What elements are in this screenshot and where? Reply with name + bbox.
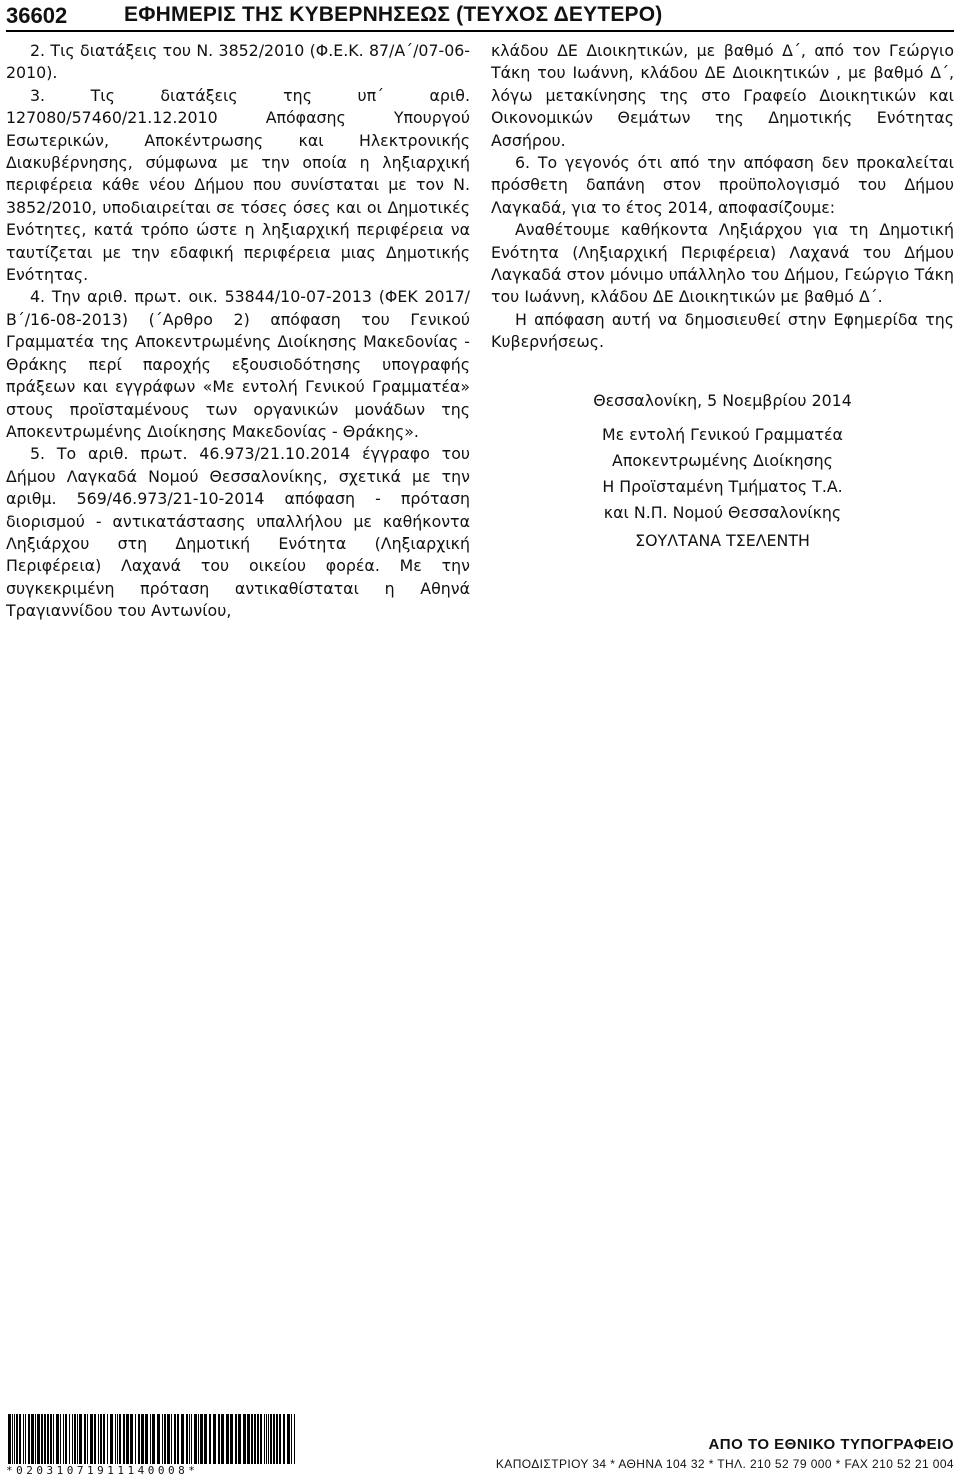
barcode-bar: [218, 1414, 220, 1464]
signature-line-2: Αποκεντρωμένης Διοίκησης: [612, 451, 833, 470]
signature-line-3: Η Προϊσταμένη Τμήματος Τ.Α.: [602, 477, 843, 496]
barcode-bar: [268, 1414, 269, 1464]
gazette-title: ΕΦΗΜΕΡΙΣ ΤΗΣ ΚΥΒΕΡΝΗΣΕΩΣ (ΤΕΥΧΟΣ ΔΕΥΤΕΡΟ): [124, 3, 663, 26]
paragraph-item-4: 4. Την αριθ. πρωτ. οικ. 53844/10-07-2013 (ΦΕΚ 2017/Β΄/16-08-2013) (΄Αρθρο 2) απόφαση του Γενικού Γραμματέα της Αποκεντρωμένης Διοίκησης Μακεδονίας - Θράκης περί παροχής εξουσιοδότησης υπογραφής πράξεων και εγγράφων «Με εντολή Γενικού Γραμματέα» στους προϊσταμένους των οργανικών μονάδων της Αποκεντρωμένης Διοίκησης Μακεδονίας - Θράκης».: [6, 287, 470, 441]
signature-place-date: Θεσσαλονίκη, 5 Νοεμβρίου 2014: [593, 391, 852, 410]
barcode-bar: [260, 1414, 262, 1464]
barcode-bar: [198, 1414, 199, 1464]
barcode-bar: [164, 1414, 166, 1464]
barcode-bar: [194, 1414, 197, 1464]
barcode-bar: [270, 1414, 272, 1464]
signature-line-4: και Ν.Π. Νομού Θεσσαλονίκης: [603, 503, 842, 522]
barcode-bar: [56, 1414, 59, 1464]
barcode-bar: [273, 1414, 275, 1464]
signature-line-1: Με εντολή Γενικού Γραμματέα: [602, 425, 843, 444]
barcode-bar: [189, 1414, 190, 1464]
paragraph-item-5: 5. Το αριθ. πρωτ. 46.973/21.10.2014 έγγραφο του Δήμου Λαγκαδά Νομού Θεσσαλονίκης, σχετικά με την αριθμ. 569/46.973/21-10-2014 απόφαση - πρόταση διορισμού - αντικατάστασης υπαλλήλου με καθήκοντα Ληξιάρχου στη Δημοτική Ενότητα (Ληξιαρχική Περιφέρεια) Λαχανά του οικείου φορέα. Με την συγκεκριμένη πρόταση αντικαθίσταται η Αθηνά Τραγιαννίδου του Αντωνίου,: [6, 444, 470, 621]
barcode-bar: [103, 1414, 105, 1464]
barcode-bar: [204, 1414, 207, 1464]
header-rule: [6, 30, 954, 32]
barcode-bar: [226, 1414, 229, 1464]
barcode-bar: [186, 1414, 188, 1464]
barcode-bar: [100, 1414, 102, 1464]
signatory-name: ΣΟΥΛΤΑΝΑ ΤΣΕΛΕΝΤΗ: [635, 531, 810, 550]
barcode-bar: [181, 1414, 184, 1464]
barcode-bar: [74, 1414, 76, 1464]
page-header: [6, 0, 956, 30]
barcode-bar: [145, 1414, 148, 1464]
barcode-bar: [200, 1414, 203, 1464]
barcode-bar: [191, 1414, 192, 1464]
barcode-bar: [98, 1414, 99, 1464]
barcode-bar: [110, 1414, 113, 1464]
barcode-bar: [60, 1414, 61, 1464]
barcode-bar: [157, 1414, 160, 1464]
barcode-bar: [8, 1414, 11, 1464]
barcode-bar: [141, 1414, 144, 1464]
barcode-bar: [235, 1414, 237, 1464]
barcode-bar: [291, 1414, 292, 1464]
barcode-bar: [65, 1414, 67, 1464]
barcode-bar: [247, 1414, 250, 1464]
paragraph-decision: Αναθέτουμε καθήκοντα Ληξιάρχου για τη Δημοτική Ενότητα (Ληξιαρχική Περιφέρεια) Λαχανά του Δήμου Λαγκαδά στον μόνιμο υπάλληλο του Δήμου, Γεώργιο Τάκη του Ιωάννη, κλάδου ΔΕ Διοικητικών με βαθμό Δ΄.: [491, 220, 954, 307]
barcode-bar: [115, 1414, 116, 1464]
barcode-bar: [150, 1414, 151, 1464]
barcode-bar: [230, 1414, 233, 1464]
barcode-bar: [123, 1414, 125, 1464]
barcode-bar: [130, 1414, 133, 1464]
barcode-bar: [41, 1414, 43, 1464]
barcode-bar: [14, 1414, 15, 1464]
paragraph-item-6: 6. Το γεγονός ότι από την απόφαση δεν προκαλείται πρόσθετη δαπάνη στον προϋπολογισμό του Δήμου Λαγκαδά, για το έτος 2014, αποφασίζουμε:: [491, 153, 954, 217]
barcode-bar: [77, 1414, 78, 1464]
right-column: [491, 40, 954, 354]
barcode-bar: [53, 1414, 54, 1464]
barcode-bar: [87, 1414, 88, 1464]
barcode-bar: [50, 1414, 52, 1464]
barcode-bar: [283, 1414, 285, 1464]
barcode-bar: [31, 1414, 34, 1464]
barcode-bar: [294, 1414, 295, 1464]
barcode-bar: [72, 1414, 73, 1464]
barcode-bar: [254, 1414, 256, 1464]
page-footer: [6, 1414, 954, 1476]
barcode-bar: [94, 1414, 96, 1464]
barcode-bar: [243, 1414, 246, 1464]
barcode-bar: [119, 1414, 121, 1464]
barcode-bar: [238, 1414, 241, 1464]
barcode-bar: [287, 1414, 290, 1464]
barcode-bar: [276, 1414, 278, 1464]
page-number: 36602: [6, 3, 68, 28]
barcode-bar: [12, 1414, 13, 1464]
barcode-bar: [90, 1414, 93, 1464]
barcode-bar: [35, 1414, 36, 1464]
barcode-bar: [79, 1414, 82, 1464]
barcode-bar: [213, 1414, 216, 1464]
paragraph-item-2: 2. Τις διατάξεις του Ν. 3852/2010 (Φ.Ε.Κ. 87/Α΄/07-06-2010).: [6, 41, 470, 83]
barcode-bar: [221, 1414, 224, 1464]
barcode-bar: [174, 1414, 176, 1464]
barcode-bar: [63, 1414, 64, 1464]
barcode-bar: [126, 1414, 129, 1464]
barcode-bar: [37, 1414, 40, 1464]
barcode-bar: [266, 1414, 267, 1464]
barcode-bar: [251, 1414, 253, 1464]
barcode-bar: [19, 1414, 21, 1464]
barcode-bar: [107, 1414, 108, 1464]
barcode-bar: [152, 1414, 155, 1464]
barcode-bar: [84, 1414, 86, 1464]
barcode-text: *02031071911140008*: [6, 1464, 199, 1477]
printer-name: ΑΠΟ ΤΟ ΕΘΝΙΚΟ ΤΥΠΟΓΡΑΦΕΙΟ: [708, 1436, 954, 1453]
barcode: [6, 1414, 298, 1464]
barcode-bar: [28, 1414, 30, 1464]
barcode-bar: [44, 1414, 46, 1464]
barcode-bar: [25, 1414, 26, 1464]
barcode-bar: [171, 1414, 172, 1464]
barcode-bar: [69, 1414, 70, 1464]
paragraph-continuation: κλάδου ΔΕ Διοικητικών, με βαθμό Δ΄, από τον Γεώργιο Τάκη του Ιωάννη, κλάδου ΔΕ Διοικητικών , με βαθμό Δ΄, λόγω μετακίνησης της στο Γραφείο Διοικητικών και Οικονομικών Θεμάτων της Δημοτικής Ενότητας Ασσήρου.: [491, 41, 954, 150]
barcode-bar: [135, 1414, 136, 1464]
barcode-bar: [117, 1414, 118, 1464]
barcode-bar: [167, 1414, 170, 1464]
barcode-bar: [257, 1414, 259, 1464]
barcode-bar: [138, 1414, 140, 1464]
printer-address: ΚΑΠΟΔΙΣΤΡΙΟΥ 34 * ΑΘΗΝΑ 104 32 * ΤΗΛ. 210 52 79 000 * FAX 210 52 21 004: [495, 1457, 954, 1471]
left-column: [6, 40, 470, 623]
barcode-bar: [162, 1414, 163, 1464]
barcode-bar: [264, 1414, 265, 1464]
barcode-bar: [16, 1414, 18, 1464]
paragraph-publication: Η απόφαση αυτή να δημοσιευθεί στην Εφημερίδα της Κυβερνήσεως.: [491, 309, 954, 352]
barcode-bar: [23, 1414, 24, 1464]
barcode-bar: [47, 1414, 49, 1464]
barcode-bar: [177, 1414, 179, 1464]
paragraph-item-3: 3. Τις διατάξεις της υπ΄ αριθ. 127080/57460/21.12.2010 Απόφασης Υπουργού Εσωτερικών, Αποκέντρωσης και Ηλεκτρονικής Διακυβέρνησης, σύμφωνα με την οποία η ληξιαρχική περιφέρεια κάθε νέου Δήμου που συνίσταται με τον Ν. 3852/2010, υποδιαιρείται σε τόσες όσες και οι Δημοτικές Ενότητες, κατά τρόπο ώστε η ληξιαρχική περιφέρεια να ταυτίζεται με την εδαφική περιφέρεια μιας Δημοτικής Ενότητας.: [6, 85, 470, 285]
barcode-bar: [279, 1414, 281, 1464]
barcode-bar: [209, 1414, 211, 1464]
